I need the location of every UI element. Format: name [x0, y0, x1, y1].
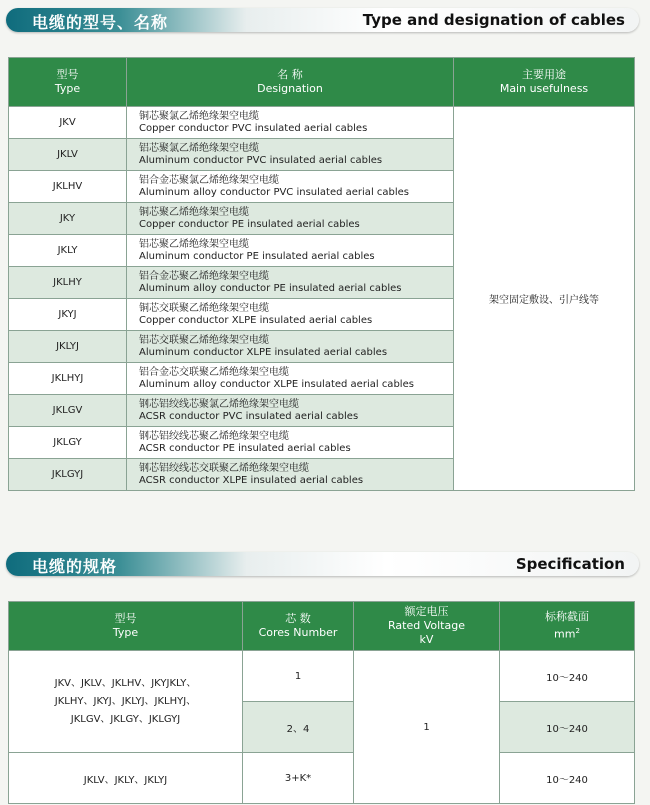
header-type: 型号 Type [9, 602, 243, 651]
designation-en: Aluminum conductor PVC insulated aerial cables [139, 154, 383, 166]
section-title-zh: 电缆的型号、名称 [32, 13, 169, 32]
designation-zh: 钢芯铝绞线芯交联聚乙烯绝缘架空电缆 [139, 462, 309, 474]
designation-cell [127, 171, 454, 203]
designation-zh: 铝芯交联聚乙烯绝缘架空电缆 [139, 334, 269, 346]
designation-zh: 铝芯聚氯乙烯绝缘架空电缆 [139, 142, 259, 154]
cores-cell: 2、4 [243, 702, 354, 753]
type-list-line: JKLHY、JKYJ、JKLYJ、JKLHYJ、 [54, 695, 197, 707]
type-list-line: JKLGV、JKLGY、JKLGYJ [70, 713, 181, 725]
section-cell: 10～240 [500, 651, 635, 702]
type-cell: JKV [9, 107, 127, 139]
designation-zh: 钢芯铝绞线芯聚氯乙烯绝缘架空电缆 [139, 398, 299, 410]
designation-en: Aluminum alloy conductor PVC insulated aerial cables [139, 186, 410, 198]
designation-cell [127, 235, 454, 267]
type-cell: JKLHV [9, 171, 127, 203]
cores-cell: 1 [243, 651, 354, 702]
type-cell: JKLYJ [9, 331, 127, 363]
designation-cell [127, 107, 454, 139]
type-cell: JKLGY [9, 427, 127, 459]
type-cell: JKLHYJ [9, 363, 127, 395]
cores-cell: 3+K* [243, 753, 354, 804]
designation-cell [127, 427, 454, 459]
section-banner-specification [6, 552, 639, 576]
section-banner-type-designation [6, 8, 639, 32]
type-cell: JKY [9, 203, 127, 235]
type-designation-table [8, 57, 635, 491]
voltage-cell: 1 [354, 651, 500, 804]
type-list-cell: JKLV、JKLY、JKLYJ [9, 753, 243, 804]
designation-cell [127, 331, 454, 363]
section-title-en: Specification [515, 555, 625, 573]
type-cell: JKLGV [9, 395, 127, 427]
type-cell: JKYJ [9, 299, 127, 331]
designation-cell [127, 459, 454, 491]
designation-zh: 铝合金芯聚氯乙烯绝缘架空电缆 [139, 174, 279, 186]
designation-cell [127, 363, 454, 395]
designation-en: Aluminum conductor XLPE insulated aerial cables [139, 346, 388, 358]
designation-cell [127, 395, 454, 427]
designation-cell [127, 267, 454, 299]
designation-zh: 铝合金芯聚乙烯绝缘架空电缆 [139, 270, 269, 282]
designation-en: Aluminum alloy conductor PE insulated aerial cables [139, 282, 402, 294]
designation-cell [127, 139, 454, 171]
designation-en: Aluminum conductor PE insulated aerial cables [139, 250, 375, 262]
table-row [9, 651, 635, 702]
designation-zh: 铝芯聚乙烯绝缘架空电缆 [139, 238, 249, 250]
header-cores: 芯 数 Cores Number [243, 602, 354, 651]
table-row [9, 753, 635, 804]
type-cell: JKLHY [9, 267, 127, 299]
specification-table [8, 601, 635, 804]
designation-cell [127, 299, 454, 331]
designation-zh: 铝合金芯交联聚乙烯绝缘架空电缆 [139, 366, 289, 378]
section-cell: 10～240 [500, 702, 635, 753]
header-type: 型号 Type [9, 58, 127, 107]
table-header-row [9, 602, 635, 651]
usefulness-cell: 架空固定敷设、引户线等 [454, 107, 635, 491]
header-voltage: 额定电压 Rated Voltage kV [354, 602, 500, 651]
table-header-row [9, 58, 635, 107]
designation-en: Copper conductor PVC insulated aerial cables [139, 122, 368, 134]
designation-en: ACSR conductor PVC insulated aerial cables [139, 410, 359, 422]
designation-zh: 铜芯聚氯乙烯绝缘架空电缆 [139, 110, 259, 122]
type-cell: JKLY [9, 235, 127, 267]
table-row [9, 107, 635, 139]
header-usefulness: 主要用途 Main usefulness [454, 58, 635, 107]
type-list-cell [9, 651, 243, 753]
section-title-en: Type and designation of cables [362, 11, 625, 29]
designation-cell [127, 203, 454, 235]
section-cell: 10～240 [500, 753, 635, 804]
section-title-zh: 电缆的规格 [32, 557, 118, 576]
designation-zh: 钢芯铝绞线芯聚乙烯绝缘架空电缆 [139, 430, 289, 442]
designation-zh: 铜芯聚乙烯绝缘架空电缆 [139, 206, 249, 218]
designation-en: ACSR conductor XLPE insulated aerial cables [139, 474, 364, 486]
type-cell: JKLGYJ [9, 459, 127, 491]
type-list-line: JKV、JKLV、JKLHV、JKYJKLY、 [54, 677, 197, 689]
designation-en: Copper conductor PE insulated aerial cables [139, 218, 360, 230]
header-section: 标称截面 $mm^2$ [500, 602, 635, 651]
header-designation: 名 称 Designation [127, 58, 454, 107]
type-cell: JKLV [9, 139, 127, 171]
designation-en: Copper conductor XLPE insulated aerial cables [139, 314, 373, 326]
designation-en: ACSR conductor PE insulated aerial cables [139, 442, 351, 454]
designation-zh: 铜芯交联聚乙烯绝缘架空电缆 [139, 302, 269, 314]
designation-en: Aluminum alloy conductor XLPE insulated aerial cables [139, 378, 414, 390]
